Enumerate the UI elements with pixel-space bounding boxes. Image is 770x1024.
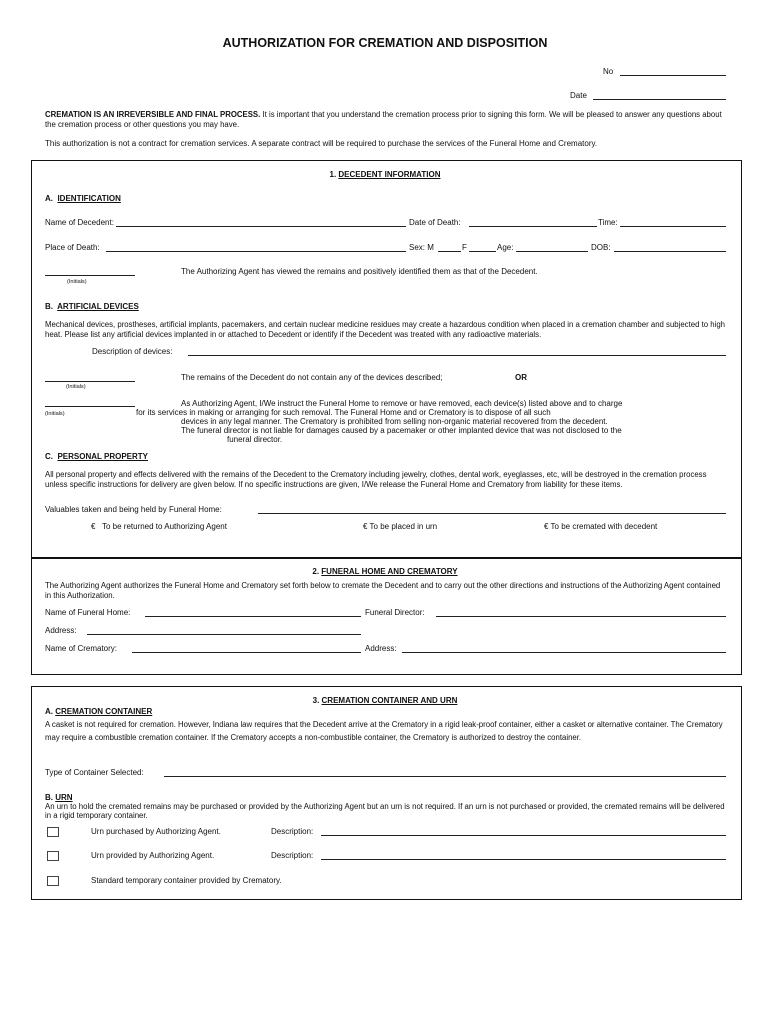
instruct-line-5: funeral director. (227, 435, 283, 444)
identification-title: IDENTIFICATION (57, 194, 121, 203)
container-type-label: Type of Container Selected: (45, 768, 144, 777)
cremation-container-text: A casket is not required for cremation. However, Indiana law requires that the Decedent arrive at the Crematory in a rigid leak-proof container, either a casket or alternative container. The Crematory may require a combustible cremation container. If the Crematory accepts a non-combustible container, the Crematory is authorized to destroy the container. (45, 720, 723, 742)
sex-label: Sex: M (409, 243, 434, 252)
description-of-devices-label: Description of devices: (92, 347, 173, 356)
section2-text: The Authorizing Agent authorizes the Funeral Home and Crematory set forth below to cremate the Decedent and to carry out the other directions and instructions of the Authorizing Agent contained in this Authorization. (45, 581, 721, 600)
initials-label: (Initials) (45, 411, 65, 417)
name-of-decedent-field[interactable] (116, 226, 406, 227)
identification-letter: A. (45, 194, 53, 203)
personal-letter: C. (45, 452, 53, 461)
temporary-container-checkbox[interactable] (47, 876, 59, 886)
section3-number: 3. (312, 696, 320, 705)
crematory-field[interactable] (132, 652, 361, 653)
initials-field-viewed[interactable] (45, 275, 135, 276)
initials-field-no-devices[interactable] (45, 381, 135, 382)
section1-title: DECEDENT INFORMATION (338, 170, 441, 179)
option-return-label: To be returned to Authorizing Agent (101, 522, 227, 531)
no-field[interactable] (620, 75, 726, 76)
crematory-address-field[interactable] (402, 652, 726, 653)
no-label: No (603, 67, 614, 76)
personal-property-text: All personal property and effects delivered with the remains of the Decedent to the Crematory including jewelry, clothes, dental work, eyeglasses, etc, will be destroyed in the cremation process unless specific instructions for delivery are given below. If no specific instructions are given, I/We release the Funeral Home and Crematory from liability for these items. (45, 470, 707, 489)
identification-heading (45, 194, 121, 204)
funeral-home-address-label: Address: (45, 626, 77, 635)
artificial-devices-text: Mechanical devices, prostheses, artificial implants, pacemakers, and certain nuclear medicine residues may create a hazardous condition when placed in a cremation chamber and subjected to high heat. Please list any artificial devices implanted in or attached to Decedent or identify if the Decedent was treated with any radioactive materials. (45, 320, 725, 339)
crematory-address-label: Address: (365, 644, 397, 653)
option-urn-label: To be placed in urn (369, 522, 438, 531)
urn-purchased-checkbox[interactable] (47, 827, 59, 837)
time-label: Time: (598, 218, 618, 227)
option-symbol-icon: € (91, 522, 96, 531)
option-placed-in-urn[interactable] (363, 522, 437, 532)
urn-text: An urn to hold the cremated remains may be purchased or provided by the Authorizing Agent but an urn is not required. If an urn is not purchased or provided, the cremated remains will be delivered in a rigid temporary container. (45, 802, 725, 821)
container-title: CREMATION CONTAINER (55, 707, 153, 716)
place-of-death-field[interactable] (106, 251, 406, 252)
artificial-letter: B. (45, 302, 53, 311)
age-field[interactable] (516, 251, 588, 252)
section2-number: 2. (312, 567, 320, 576)
initials-label: (Initials) (67, 279, 87, 285)
temporary-container-label: Standard temporary container provided by Crematory. (91, 876, 282, 885)
urn-provided-checkbox[interactable] (47, 851, 59, 861)
funeral-director-field[interactable] (436, 616, 726, 617)
artificial-title: ARTIFICIAL DEVICES (57, 302, 139, 311)
sex-m-field[interactable] (438, 251, 461, 252)
section1-header (0, 170, 770, 179)
option-cremated-with-decedent[interactable] (544, 522, 657, 532)
funeral-home-field[interactable] (145, 616, 361, 617)
artificial-devices-heading (45, 302, 139, 312)
sex-f-field[interactable] (469, 251, 496, 252)
name-of-decedent-label: Name of Decedent: (45, 218, 114, 227)
no-devices-text: The remains of the Decedent do not contain any of the devices described; (181, 373, 443, 382)
section1-number: 1. (329, 170, 337, 179)
age-label: Age: (497, 243, 514, 252)
option-symbol-icon: € (363, 522, 368, 531)
description-of-devices-field[interactable] (188, 355, 726, 356)
funeral-home-address-field[interactable] (87, 634, 361, 635)
date-field[interactable] (593, 99, 726, 100)
section2-header (0, 567, 770, 576)
intro-text: It is important that you understand the cremation process prior to signing this form. We will be pleased to answer any questions about the cremation process or other questions you may have. (45, 110, 722, 129)
intro-paragraph (45, 110, 727, 129)
option-cremated-label: To be cremated with decedent (550, 522, 658, 531)
cremation-container-heading (45, 707, 152, 717)
crematory-label: Name of Crematory: (45, 644, 118, 653)
section2-title: FUNERAL HOME AND CREMATORY (321, 567, 458, 576)
instruct-line-1: As Authorizing Agent, I/We instruct the Funeral Home to remove or have removed, each device(s) listed above and to charge (181, 399, 623, 408)
page-title: AUTHORIZATION FOR CREMATION AND DISPOSITION (222, 36, 548, 50)
section3-header (0, 696, 770, 705)
dob-field[interactable] (614, 251, 726, 252)
urn-provided-description-label: Description: (271, 851, 314, 860)
valuables-field[interactable] (258, 513, 726, 514)
urn-provided-label: Urn provided by Authorizing Agent. (91, 851, 215, 860)
valuables-label: Valuables taken and being held by Funeral Home: (45, 505, 222, 514)
sex-f-label: F (462, 243, 467, 252)
date-of-death-field[interactable] (469, 226, 597, 227)
urn-purchased-description-field[interactable] (321, 835, 726, 836)
container-type-field[interactable] (164, 776, 726, 777)
option-symbol-icon: € (544, 522, 549, 531)
time-field[interactable] (620, 226, 726, 227)
intro-bold-lead: CREMATION IS AN IRREVERSIBLE AND FINAL PROCESS. (45, 110, 261, 119)
date-of-death-label: Date of Death: (409, 218, 461, 227)
urn-purchased-description-label: Description: (271, 827, 314, 836)
personal-property-heading (45, 452, 148, 462)
initials-label: (Initials) (66, 384, 86, 390)
instruct-line-2: for its services in making or arranging for such removal. The Funeral Home and or Crematory is to dispose of all such (136, 408, 551, 417)
instruct-line-4: The funeral director is not liable for damages caused by a pacemaker or other implanted device that was not disclosed to the (181, 426, 622, 435)
urn-letter: B. (45, 793, 53, 802)
initials-field-remove-devices[interactable] (45, 406, 135, 407)
viewed-remains-text: The Authorizing Agent has viewed the remains and positively identified them as that of the Decedent. (181, 267, 538, 276)
urn-provided-description-field[interactable] (321, 859, 726, 860)
option-return-to-agent[interactable] (91, 522, 227, 532)
funeral-home-label: Name of Funeral Home: (45, 608, 131, 617)
urn-purchased-label: Urn purchased by Authorizing Agent. (91, 827, 221, 836)
contract-note: This authorization is not a contract for cremation services. A separate contract will be required to purchase the services of the Funeral Home and Crematory. (45, 139, 598, 148)
dob-label: DOB: (591, 243, 611, 252)
place-of-death-label: Place of Death: (45, 243, 100, 252)
funeral-director-label: Funeral Director: (365, 608, 425, 617)
section1-box (31, 160, 742, 559)
container-letter: A. (45, 707, 53, 716)
date-label: Date (570, 91, 587, 100)
section3-title: CREMATION CONTAINER AND URN (321, 696, 458, 705)
or-label: OR (515, 373, 527, 382)
urn-title: URN (55, 793, 73, 802)
personal-title: PERSONAL PROPERTY (57, 452, 148, 461)
instruct-line-3: devices in any legal manner. The Crematory is prohibited from selling non-organic material recovered from the decedent. (181, 417, 608, 426)
